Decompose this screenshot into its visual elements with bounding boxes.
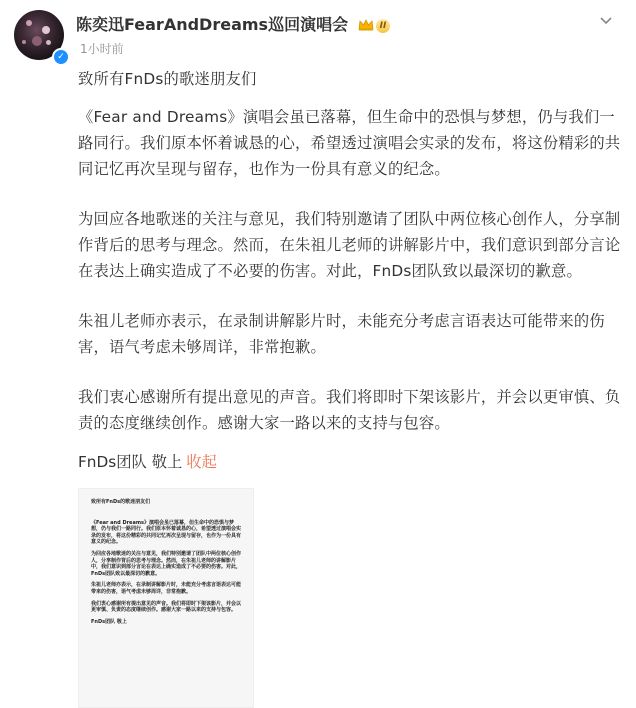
statement-image-paragraph: 《Fear and Dreams》演唱会虽已落幕，但生命中的恐惧与梦想，仍与我们一路同行。我们原本怀着诚恳的心，希望透过演唱会实录的发布，将这份精彩的共同记忆再次呈现与留存，也作为一份具有意义的纪念。 — [91, 519, 242, 546]
statement-image-signature: FnDs团队 敬上 — [91, 618, 127, 625]
greeting: 致所有FnDs的歌迷朋友们 — [78, 70, 257, 88]
statement-image-title: 致所有FnDs的歌迷朋友们 — [91, 499, 151, 505]
collapse-link[interactable]: 收起 — [186, 453, 217, 471]
paragraph: 朱祖儿老师亦表示，在录制讲解影片时，未能充分考虑言语表达可能带来的伤害，语气考虑未够周详，非常抱歉。 — [78, 312, 605, 356]
signature-line — [78, 450, 217, 472]
paragraph: 《Fear and Dreams》演唱会虽已落幕，但生命中的恐惧与梦想，仍与我们一路同行。我们原本怀着诚恳的心，希望透过演唱会实录的发布，将这份精彩的共同记忆再次呈现与留存，也作为一份具有意义的纪念。 — [78, 108, 621, 178]
statement-image-paragraph: 我们衷心感谢所有提出意见的声音。我们将即时下架该影片，并会以更审慎、负责的态度继续创作。感谢大家一路以来的支持与包容。 — [91, 600, 242, 614]
statement-image-paragraph: 为回应各地歌迷的关注与意见，我们特别邀请了团队中两位核心创作人，分享制作背后的思考与理念。然而，在朱祖儿老师的讲解影片中，我们意识到部分言论在表达上确实造成了不必要的伤害。对此，FnDs团队致以最深切的歉意。 — [91, 550, 242, 577]
author-name[interactable] — [76, 12, 390, 35]
chevron-down-icon[interactable] — [596, 10, 616, 30]
signature: FnDs团队 敬上 — [78, 453, 183, 471]
post-time[interactable]: 1小时前 — [80, 42, 124, 56]
paragraph: 我们衷心感谢所有提出意见的声音。我们将即时下架该影片，并会以更审慎、负责的态度继续创作。感谢大家一路以来的支持与包容。 — [78, 388, 621, 432]
crown-icon — [358, 16, 374, 35]
paragraph: 为回应各地歌迷的关注与意见，我们特别邀请了团队中两位核心创作人，分享制作背后的思考与理念。然而，在朱祖儿老师的讲解影片中，我们意识到部分言论在表达上确实造成了不必要的伤害。对此，FnDs团队致以最深切的歉意。 — [78, 210, 621, 280]
statement-image-paragraph: 朱祖儿老师亦表示，在录制讲解影片时，未能充分考虑言语表达可能带来的伤害，语气考虑未够周详，非常抱歉。 — [91, 582, 242, 595]
post-body — [78, 66, 626, 460]
member-level-badge[interactable]: II — [376, 19, 391, 33]
verified-icon: ✓ — [52, 48, 70, 66]
post-header — [14, 10, 622, 60]
author-name-text[interactable]: 陈奕迅FearAndDreams巡回演唱会 — [76, 15, 349, 34]
statement-image[interactable] — [78, 488, 254, 708]
